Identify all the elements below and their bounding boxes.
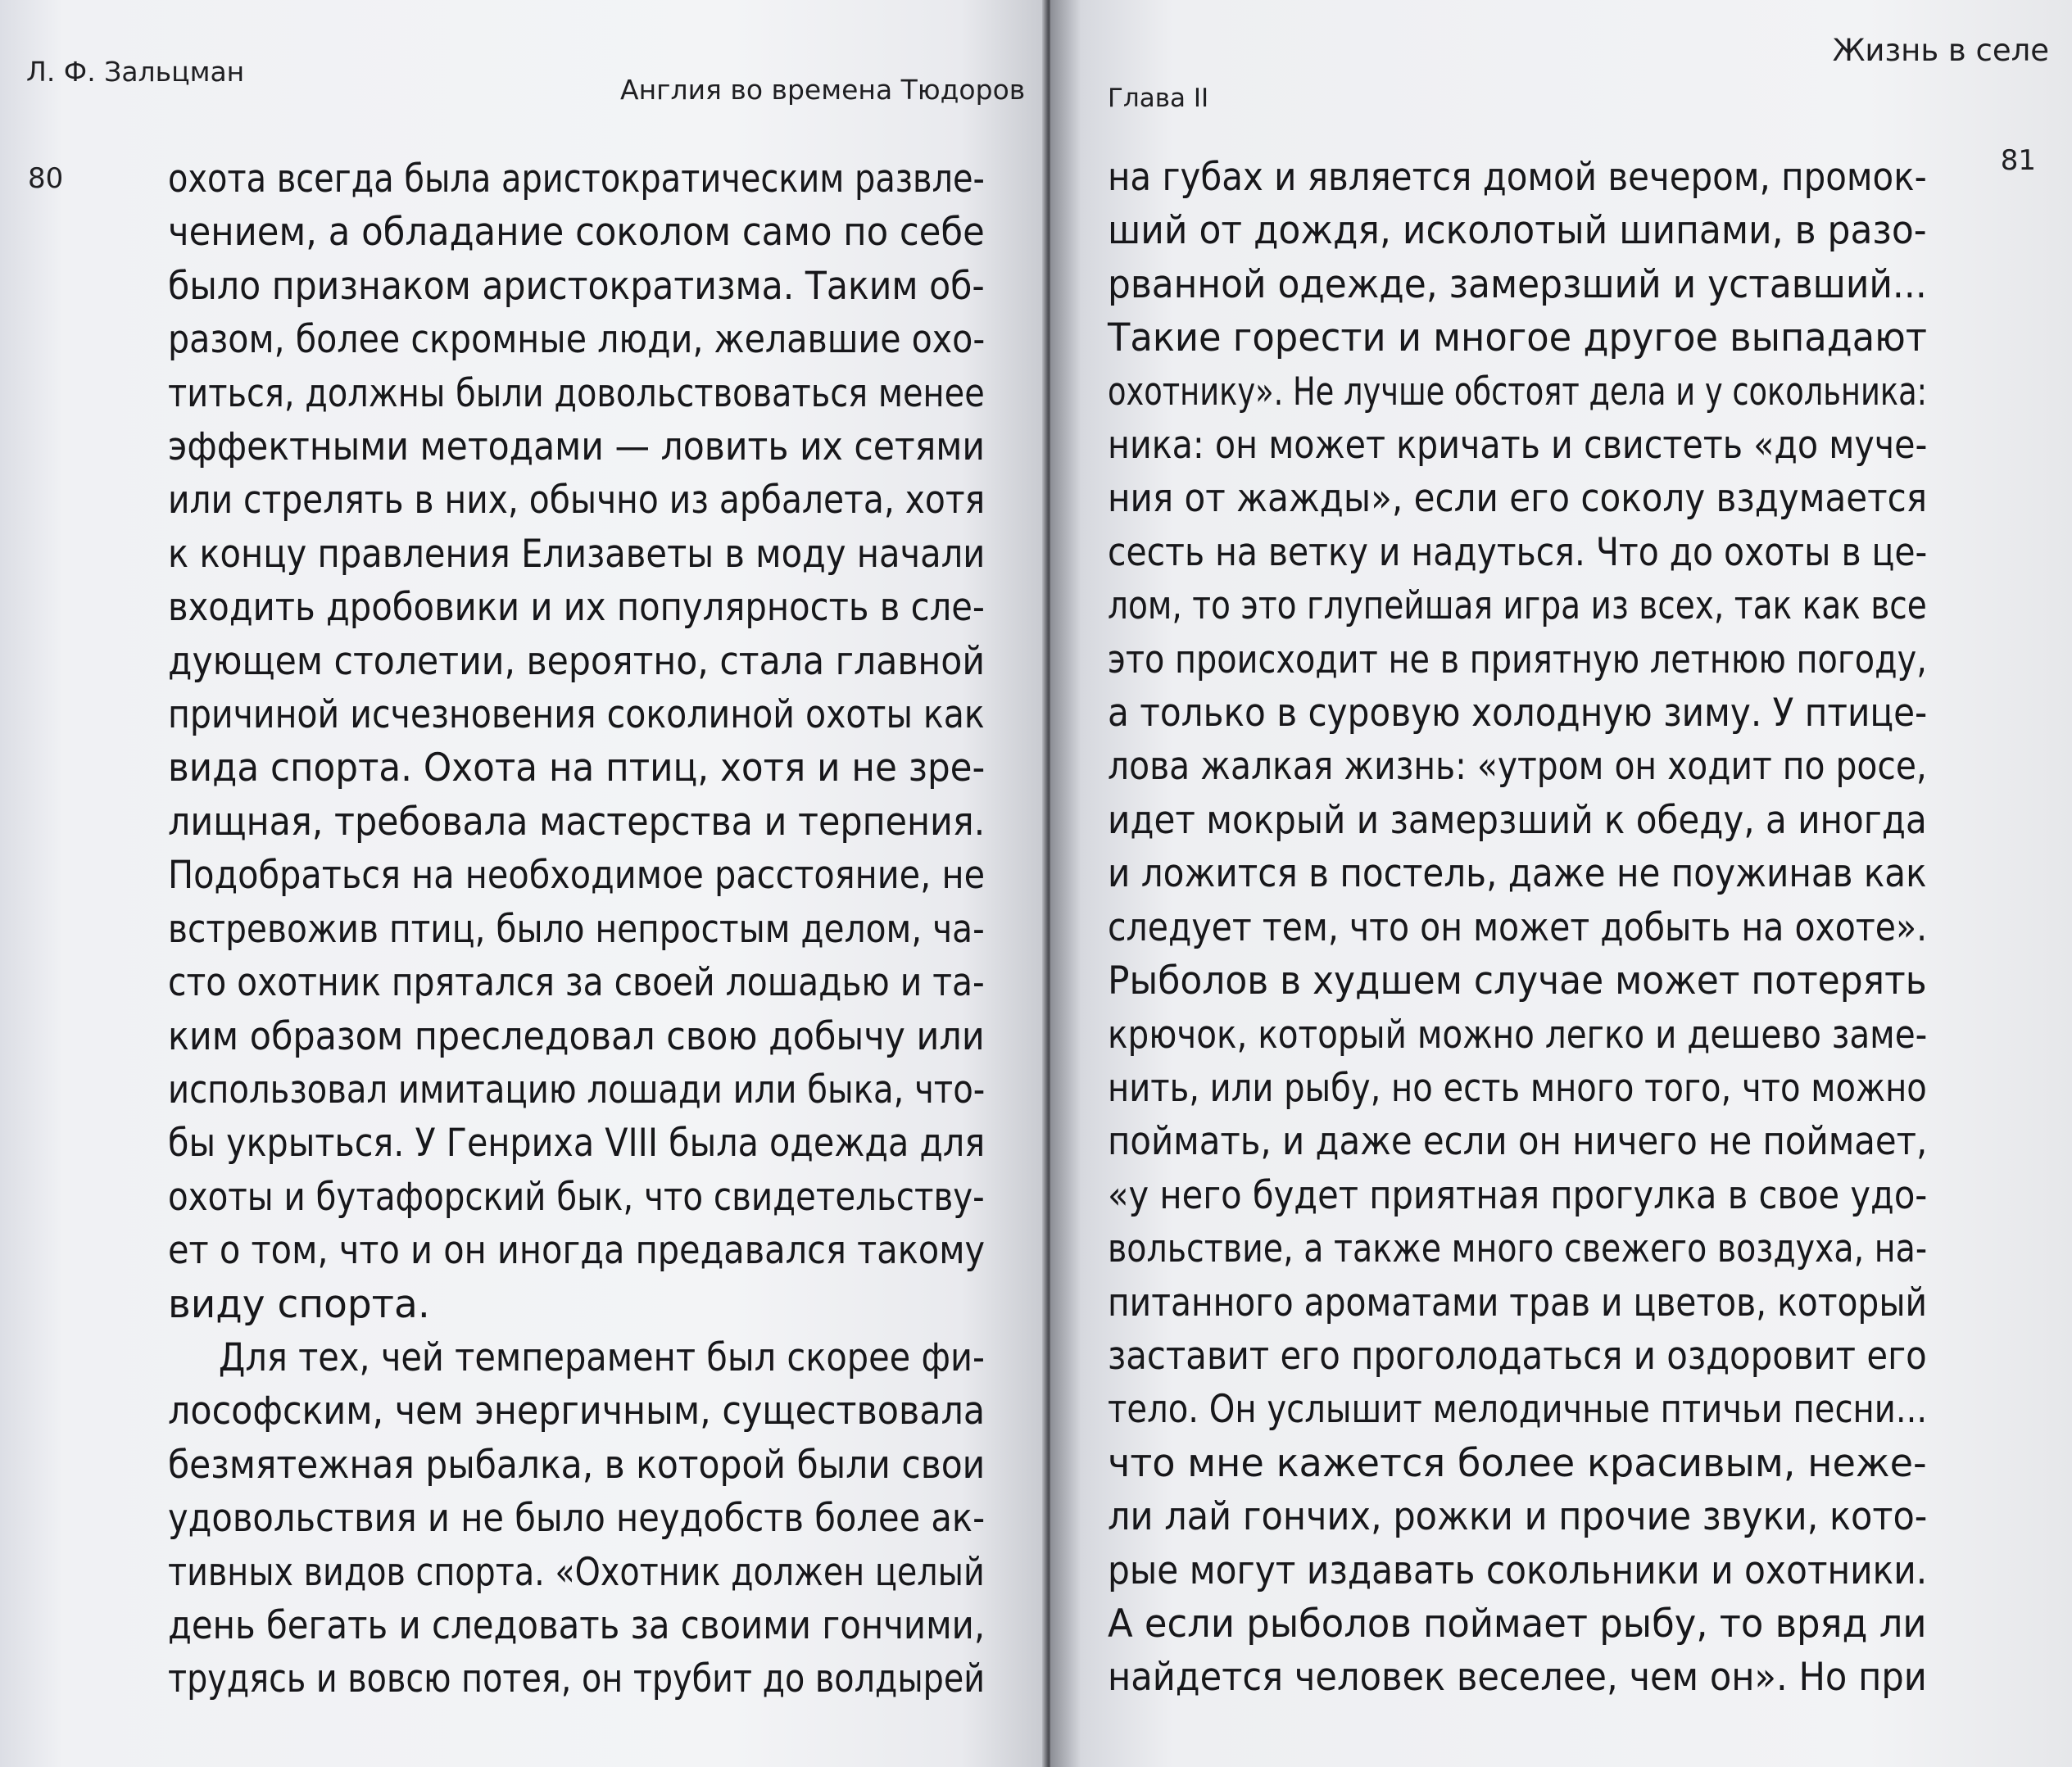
right-page-body — [1108, 151, 1927, 1705]
text-line: эффектными методами — ловить их сетями — [168, 424, 986, 470]
text-line: трудясь и вовсю потея, он трубит до волдырей — [168, 1656, 986, 1702]
text-line: лософским, чем энергичным, существовала — [168, 1389, 986, 1434]
text-line: ли лай гончих, рожки и прочие звуки, кото- — [1108, 1494, 1928, 1540]
right-page — [1050, 0, 2072, 1767]
text-line: чением, а обладание соколом само по себе — [168, 210, 985, 256]
text-line: охотнику». Не лучше обстоят дела и у сокольника: — [1108, 369, 1928, 415]
text-line: найдется человек веселее, чем он». Но при — [1108, 1655, 1927, 1701]
text-line: ший от дождя, исколотый шипами, в разо- — [1108, 208, 1927, 254]
text-line: ния от жажды», если его соколу вздумается — [1108, 476, 1928, 522]
text-line: встревожив птиц, было непростым делом, ча- — [168, 906, 985, 952]
text-line: разом, более скромные люди, желавшие охо- — [168, 317, 986, 363]
text-line: бы укрыться. У Генриха VIII была одежда для — [168, 1121, 986, 1167]
text-line: ет о том, что и он иногда предавался такому — [168, 1228, 986, 1274]
text-line: тивных видов спорта. «Охотник должен целый — [168, 1549, 985, 1595]
text-line: и ложится в постель, даже не поужинав как — [1108, 851, 1927, 897]
text-line: безмятежная рыбалка, в которой были свои — [168, 1442, 986, 1488]
text-line: питанного ароматами трав и цветов, который — [1108, 1280, 1928, 1325]
text-line: охоты и бутафорский бык, что свидетельству- — [168, 1174, 985, 1220]
text-line: титься, должны были довольствоваться менее — [168, 370, 985, 416]
text-line: лищная, требовала мастерства и терпения. — [168, 799, 986, 845]
text-line: причиной исчезновения соколиной охоты как — [168, 692, 985, 738]
text-line: к концу правления Елизаветы в моду начали — [168, 531, 986, 577]
text-line: ника: он может кричать и свистеть «до муче- — [1108, 423, 1928, 469]
text-line: Такие горести и многое другое выпадают — [1108, 315, 1927, 361]
chapter-running-head: Глава II — [1108, 84, 1209, 113]
text-line: а только в суровую холодную зиму. У птице- — [1108, 691, 1928, 736]
text-line: Для тех, чей темперамент был скорее фи- — [218, 1334, 985, 1380]
text-line: крючок, который можно легко и дешево заме- — [1108, 1012, 1928, 1058]
text-line: дующем столетии, вероятно, стала главной — [168, 638, 986, 684]
text-line: следует тем, что он может добыть на охоте». — [1108, 904, 1928, 950]
page-number: 81 — [2000, 144, 2036, 177]
page-number: 80 — [28, 162, 64, 195]
text-line: день бегать и следовать за своими гончими, — [168, 1602, 986, 1648]
text-line: заставит его проголодаться и оздоровит его — [1108, 1333, 1927, 1379]
text-line: или стрелять в них, обычно из арбалета, хотя — [168, 478, 986, 523]
text-line: это происходит не в приятную летнюю погоду, — [1108, 637, 1927, 682]
text-line: Подобраться на необходимое расстояние, не — [168, 853, 986, 899]
text-line: охота всегда была аристократическим развле- — [168, 156, 985, 202]
text-line: тело. Он услышит мелодичные птичьи песни... — [1108, 1387, 1928, 1433]
left-page-body — [168, 152, 985, 1706]
text-line: сесть на ветку и надуться. Что до охоты в це- — [1108, 529, 1928, 575]
text-line: сто охотник прятался за своей лошадью и та- — [168, 960, 985, 1006]
text-line: рванной одежде, замерзший и уставший... — [1108, 261, 1927, 307]
text-line: идет мокрый и замерзший к обеду, а иногда — [1108, 797, 1927, 843]
book-title-running-head: Англия во времена Тюдоров — [620, 74, 1026, 106]
text-line: «у него будет приятная прогулка в свое удо- — [1108, 1172, 1928, 1218]
text-line: лова жалкая жизнь: «утром он ходит по росе, — [1108, 744, 1927, 790]
text-line: рые могут издавать сокольники и охотники. — [1108, 1547, 1928, 1593]
text-line: использовал имитацию лошади или быка, что- — [168, 1067, 986, 1112]
text-line: что мне кажется более красивым, неже- — [1108, 1440, 1927, 1486]
text-line: на губах и является домой вечером, промок- — [1108, 155, 1927, 200]
text-line: виду спорта. — [168, 1281, 430, 1327]
text-line: входить дробовики и их популярность в сле- — [168, 585, 985, 631]
text-line: лом, то это глупейшая игра из всех, так как все — [1108, 583, 1927, 629]
text-line: поймать, и даже если он ничего не поймает, — [1108, 1119, 1928, 1165]
text-line: нить, или рыбу, но есть много того, что можно — [1108, 1065, 1927, 1111]
text-line: Рыболов в худшем случае может потерять — [1108, 958, 1927, 1004]
text-line: удовольствия и не было неудобств более ак- — [168, 1496, 986, 1542]
text-line: вольствие, а также много свежего воздуха, на- — [1108, 1226, 1928, 1272]
text-line: А если рыболов поймает рыбу, то вряд ли — [1108, 1601, 1927, 1647]
text-line: вида спорта. Охота на птиц, хотя и не зре- — [168, 745, 986, 791]
text-line: было признаком аристократизма. Таким об- — [168, 263, 985, 309]
chapter-title-running-head: Жизнь в селе — [1832, 33, 2049, 68]
author-running-head: Л. Ф. Зальцман — [26, 56, 245, 88]
text-line: ким образом преследовал свою добычу или — [168, 1013, 985, 1059]
